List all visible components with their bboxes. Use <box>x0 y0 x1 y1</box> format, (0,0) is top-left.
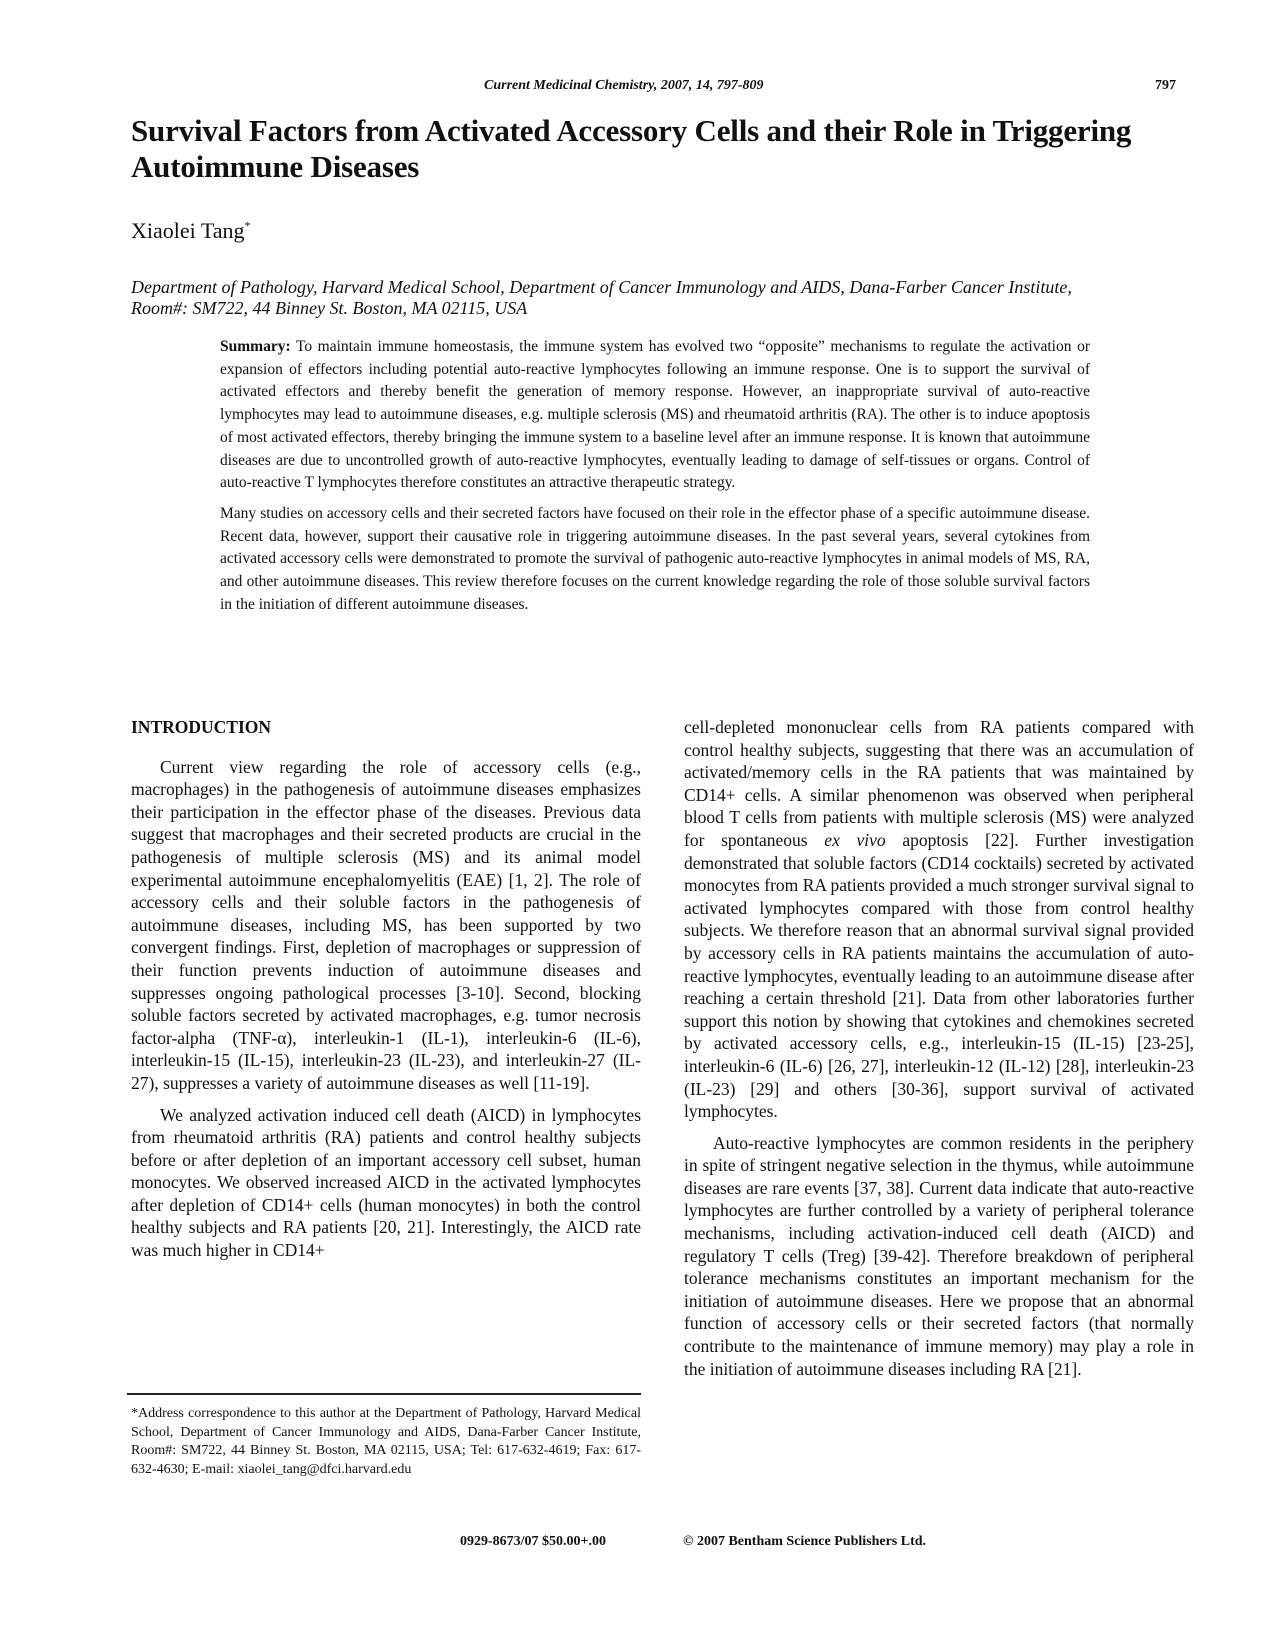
abstract-text-1: To maintain immune homeostasis, the immune system has evolved two “opposite” mechanisms to regulate the activation or expansion of effectors including potential auto-reactive lymphocytes following an immune response. One is to support the survival of activated effectors and thereby benefit the generation of memory response. However, an inappropriate survival of auto-reactive lymphocytes may lead to autoimmune diseases, e.g. multiple sclerosis (MS) and rheumatoid arthritis (RA). The other is to induce apoptosis of most activated effectors, thereby bringing the immune system to a baseline level after an immune response. It is known that autoimmune diseases are due to uncontrolled growth of auto-reactive lymphocytes, eventually leading to damage of self-tissues or organs. Control of auto-reactive T lymphocytes therefore constitutes an attractive therapeutic strategy. <box>220 338 1090 492</box>
ex-vivo-term: ex vivo <box>824 829 886 850</box>
correspondence-footnote: *Address correspondence to this author at the Department of Pathology, Harvard Medical School, Department of Cancer Immunology and AIDS, Dana-Farber Cancer Institute, Room#: SM722, 44 Binney St. Boston, MA 02115, USA; Tel: 617-632-4619; Fax: 617-632-4630; E-mail: xiaolei_tang@dfci.harvard.edu <box>131 1406 641 1477</box>
author-footnote-mark: * <box>244 218 251 233</box>
page-number: 797 <box>1155 78 1176 93</box>
author-line <box>131 218 251 244</box>
author-name: Xiaolei Tang <box>131 218 245 243</box>
intro-paragraph-2-continued: cell-depleted mononuclear cells from RA patients compared with control healthy subjects, suggesting that there was an accumulation of activated/memory cells in the RA patients that was maintained by CD14+ cells. A similar phenomenon was observed when peripheral blood T cells from patients with multiple sclerosis (MS) were analyzed for spontaneous ex vivo apoptosis [22]. Further investigation demonstrated that soluble factors (CD14 cocktails) secreted by activated monocytes from RA patients provided a much stronger survival signal to activated lymphocytes compared with those from control healthy subjects. We therefore reason that an abnormal survival signal provided by accessory cells in RA patients maintains the accumulation of auto-reactive lymphocytes, eventually leading to an autoimmune disease after reaching a certain threshold [21]. Data from other laboratories further support this notion by showing that cytokines and chemokines secreted by activated accessory cells, e.g., interleukin-15 (IL-15) [23-25], interleukin-6 (IL-6) [26, 27], interleukin-12 (IL-12) [28], interleukin-23 (IL-23) [29] and others [30-36], support survival of activated lymphocytes. <box>684 717 1194 1122</box>
issn-price: 0929-8673/07 $50.00+.00 <box>460 1534 607 1549</box>
journal-citation: Current Medicinal Chemistry, 2007, 14, 797-809 <box>484 78 764 93</box>
section-heading-introduction: INTRODUCTION <box>131 717 272 737</box>
footnote-divider <box>127 1393 641 1395</box>
article-title: Survival Factors from Activated Accessory Cells and their Role in Triggering Autoimmune Diseases <box>131 113 1132 184</box>
abstract-paragraph-1 <box>220 336 1090 495</box>
copyright-notice: © 2007 Bentham Science Publishers Ltd. <box>683 1534 927 1549</box>
intro-paragraph-1: Current view regarding the role of accessory cells (e.g., macrophages) in the pathogenesis of autoimmune diseases emphasizes their participation in the effector phase of the diseases. Previous data suggest that macrophages and their secreted products are crucial in the pathogenesis of multiple sclerosis (MS) and its animal model experimental autoimmune encephalomyelitis (EAE) [1, 2]. The role of accessory cells and their soluble factors in the pathogenesis of autoimmune diseases, including MS, has been supported by two convergent findings. First, depletion of macrophages or suppression of their function prevents induction of autoimmune diseases and suppresses ongoing pathological processes [3-10]. Second, blocking soluble factors secreted by activated macrophages, e.g. tumor necrosis factor-alpha (TNF-α), interleukin-1 (IL-1), interleukin-6 (IL-6), interleukin-15 (IL-15), interleukin-23 (IL-23), and interleukin-27 (IL-27), suppresses a variety of autoimmune diseases as well [11-19]. <box>131 756 641 1093</box>
abstract <box>220 336 1090 624</box>
intro-paragraph-3: Auto-reactive lymphocytes are common residents in the periphery in spite of stringent negative selection in the thymus, while autoimmune diseases are rare events [37, 38]. Current data indicate that auto-reactive lymphocytes are further controlled by a variety of peripheral tolerance mechanisms, including activation-induced cell death (AICD) and regulatory T cells (Treg) [39-42]. Therefore breakdown of peripheral tolerance mechanisms constitutes an important mechanism for the initiation of autoimmune diseases. Here we propose that an abnormal function of accessory cells or their secreted factors (that normally contribute to the maintenance of immune memory) may play a role in the initiation of autoimmune diseases including RA [21]. <box>684 1132 1194 1379</box>
abstract-label: Summary: <box>220 338 291 355</box>
abstract-paragraph-2: Many studies on accessory cells and their secreted factors have focused on their role in the effector phase of a specific autoimmune disease. Recent data, however, support their causative role in triggering autoimmune diseases. In the past several years, several cytokines from activated accessory cells were demonstrated to promote the survival of pathogenic auto-reactive lymphocytes in animal models of MS, RA, and other autoimmune diseases. This review therefore focuses on the current knowledge regarding the role of those soluble survival factors in the initiation of different autoimmune diseases. <box>220 504 1090 613</box>
author-affiliation: Department of Pathology, Harvard Medical School, Department of Cancer Immunology and AIDS, Dana-Farber Cancer Institute, Room#: SM722, 44 Binney St. Boston, MA 02115, USA <box>131 277 1072 318</box>
right-column <box>684 716 1194 1389</box>
left-column <box>131 716 641 1271</box>
intro-paragraph-2: We analyzed activation induced cell death (AICD) in lymphocytes from rheumatoid arthritis (RA) patients and control healthy subjects before or after depletion of an important accessory cell subset, human monocytes. We observed increased AICD in the activated lymphocytes after depletion of CD14+ cells (human monocytes) in both the control healthy subjects and RA patients [20, 21]. Interestingly, the AICD rate was much higher in CD14+ <box>131 1104 641 1261</box>
